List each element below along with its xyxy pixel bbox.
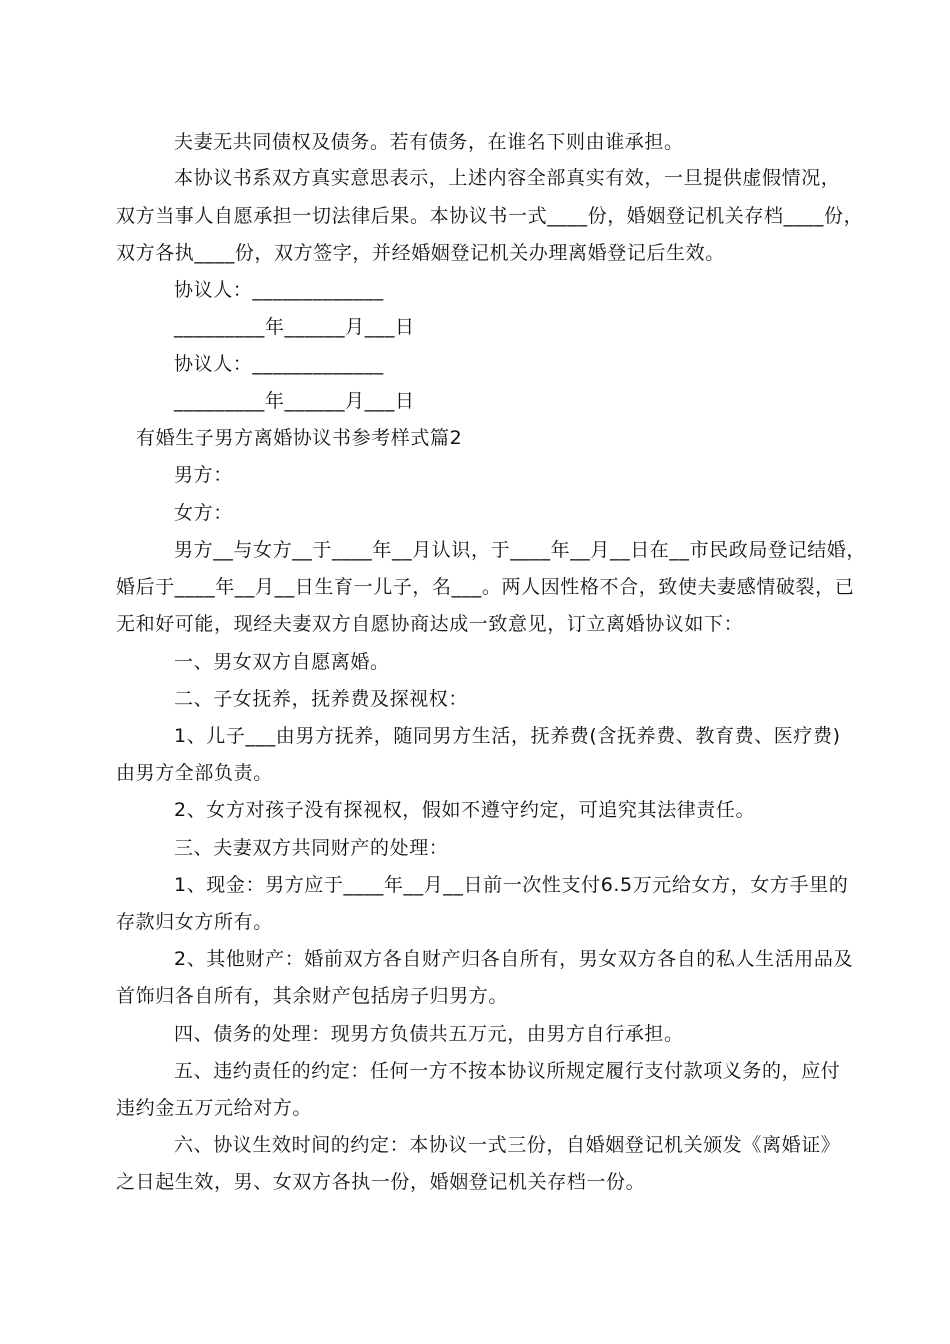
text-line-13: 婚后于____年__月__日生育一儿子，名___。两人因性格不合，致使夫妻感情破裂，已 (116, 576, 855, 598)
date-line-1: _________年______月___日 (174, 316, 415, 338)
clause-2: 二、子女抚养，抚养费及探视权： (174, 688, 469, 710)
clause-3-item-2-cont: 首饰归各自所有，其余财产包括房子归男方。 (116, 985, 509, 1007)
text-line-14: 无和好可能，现经夫妻双方自愿协商达成一致意见，订立离婚协议如下： (116, 613, 744, 635)
clause-5-cont: 违约金五万元给对方。 (116, 1097, 313, 1119)
clause-6-cont: 之日起生效，男、女双方各执一份，婚姻登记机关存档一份。 (116, 1171, 646, 1193)
male-party-label: 男方： (174, 464, 233, 486)
date-line-2: _________年______月___日 (174, 390, 415, 412)
signer-line-1: 协议人：_____________ (174, 279, 384, 301)
clause-5: 五、违约责任的约定：任何一方不按本协议所规定履行支付款项义务的，应付 (174, 1060, 841, 1082)
clause-3-item-1-cont: 存款归女方所有。 (116, 911, 273, 933)
clause-3-item-1: 1、现金：男方应于____年__月__日前一次性支付6.5万元给女方，女方手里的 (174, 874, 849, 896)
female-party-label: 女方： (174, 502, 233, 524)
signer-line-2: 协议人：_____________ (174, 353, 384, 375)
clause-4: 四、债务的处理：现男方负债共五万元，由男方自行承担。 (174, 1023, 684, 1045)
text-line-1: 夫妻无共同债权及债务。若有债务，在谁名下则由谁承担。 (174, 131, 684, 153)
section-title: 有婚生子男方离婚协议书参考样式篇2 (136, 427, 463, 449)
clause-2-item-2: 2、女方对孩子没有探视权，假如不遵守约定，可追究其法律责任。 (174, 799, 756, 821)
text-line-12: 男方__与女方__于____年__月认识，于____年__月__日在__市民政局登记结婚， (174, 539, 867, 561)
clause-3-item-2: 2、其他财产：婚前双方各自财产归各自所有，男女双方各自的私人生活用品及 (174, 948, 854, 970)
clause-2-item-1: 1、儿子___由男方抚养，随同男方生活，抚养费(含抚养费、教育费、医疗费) (174, 725, 841, 747)
clause-2-item-1-cont: 由男方全部负责。 (116, 762, 273, 784)
clause-6: 六、协议生效时间的约定：本协议一式三份，自婚姻登记机关颁发《离婚证》 (174, 1134, 841, 1156)
text-line-3: 双方当事人自愿承担一切法律后果。本协议书一式____份，婚姻登记机关存档____份， (116, 205, 864, 227)
text-line-2: 本协议书系双方真实意思表示，上述内容全部真实有效，一旦提供虚假情况， (174, 167, 841, 189)
clause-1: 一、男女双方自愿离婚。 (174, 651, 390, 673)
clause-3: 三、夫妻双方共同财产的处理： (174, 837, 449, 859)
text-line-4: 双方各执____份，双方签字，并经婚姻登记机关办理离婚登记后生效。 (116, 242, 725, 264)
